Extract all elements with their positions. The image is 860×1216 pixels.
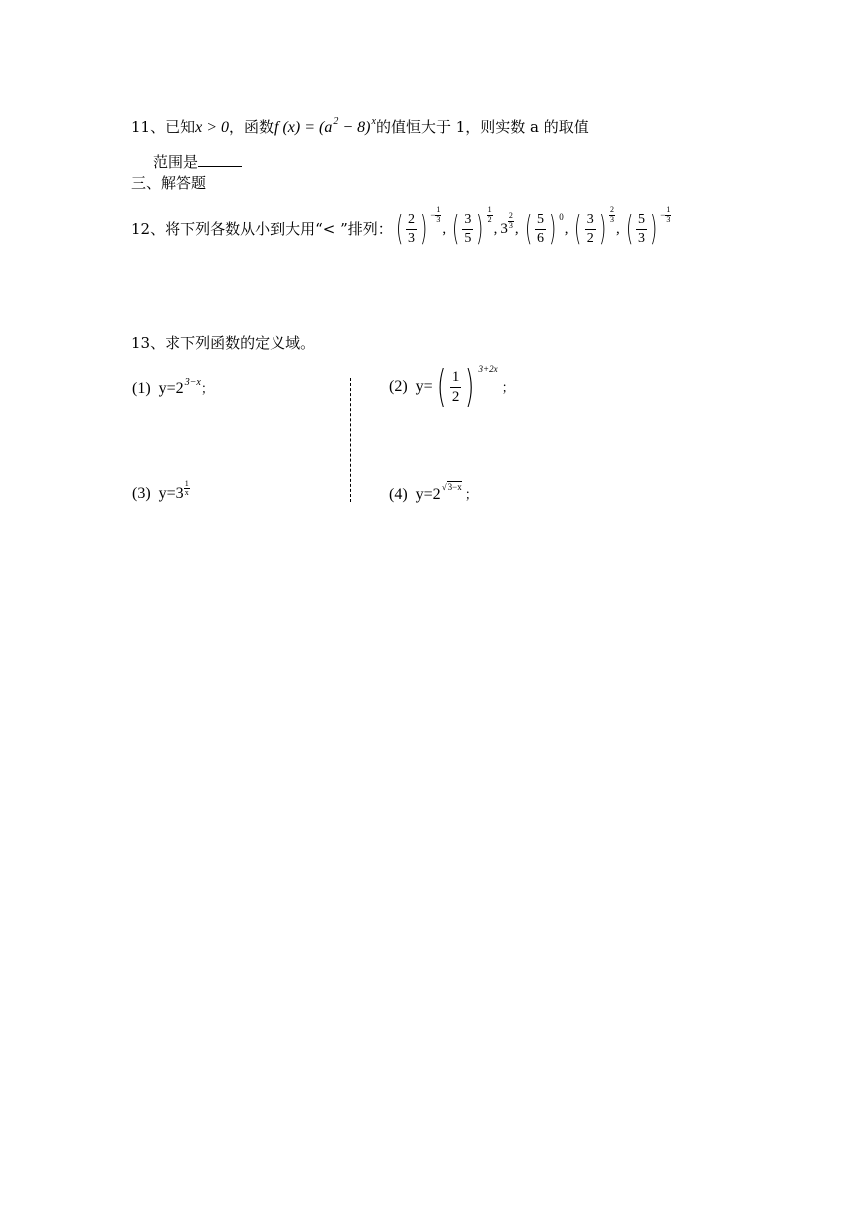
q11-func-exp: x — [371, 116, 376, 127]
q11-line-2 — [153, 153, 242, 170]
q12-text: 将下列各数从小到大用“< ”排列： — [165, 219, 393, 238]
q12-item-3: 3 2 3 — [500, 211, 513, 237]
column-divider — [350, 378, 351, 502]
q12-item-5: ( $\frac{3}{2}$ ) 2 3 — [574, 205, 614, 249]
q11-function: f (x) = (a — [274, 119, 333, 136]
q11-function-2: − 8) — [338, 119, 371, 136]
q12-item-4: ( $\frac{5}{6}$ ) 0 — [524, 209, 564, 249]
q11-number: 11、 — [131, 118, 166, 136]
q11-text-1: 已知 — [165, 118, 196, 136]
q13-number: 13、 — [131, 334, 166, 352]
question-12: 12、 将下列各数从小到大用“< ”排列： ( $\frac{2}{3}$ ) − $\frac{1}{3}$ , ( $\frac{3}{5}$ ) 1 2 , 3 2 3 , ( $\frac{5}{6}$ ) 0 , ( $\frac{3}{2}$ ) 2 3 , ( $\frac{5}{3}$ ) − $\frac{1}{3}$ — [131, 205, 671, 249]
q12-number: 12、 — [131, 219, 166, 238]
q12-item-2: ( $\frac{3}{5}$ ) 1 2 — [452, 205, 492, 249]
q13-part-3: (3) y=3 1 x — [132, 479, 189, 502]
q13-text: 求下列函数的定义域。 — [165, 334, 316, 352]
q12-item-1: ( $\frac{2}{3}$ ) − $\frac{1}{3}$ — [395, 205, 441, 249]
q13-part-2: (2) y= ( $\frac{1}{2}$ ) 3+2x ； — [389, 361, 515, 412]
section-3-heading: 三、解答题 — [131, 174, 207, 192]
q11-text-3: 的值恒大于 1，则实数 a 的取值 — [375, 118, 589, 136]
question-13 — [131, 336, 315, 351]
q11-text-2: ，函数 — [229, 118, 275, 136]
q12-item-6: ( $\frac{5}{3}$ ) − $\frac{1}{3}$ — [625, 205, 671, 249]
q11-answer-blank[interactable] — [198, 153, 242, 167]
question-11 — [131, 116, 589, 136]
q11-text-4: 范围是 — [153, 153, 199, 171]
q11-func-square: 2 — [333, 116, 339, 127]
q13-part-4: (4) $y=2^{√3-x}$ ； — [389, 482, 478, 503]
q11-condition: x > 0 — [195, 119, 230, 136]
q13-part-1: (1) $y=2^{3-x}$； — [132, 377, 214, 397]
